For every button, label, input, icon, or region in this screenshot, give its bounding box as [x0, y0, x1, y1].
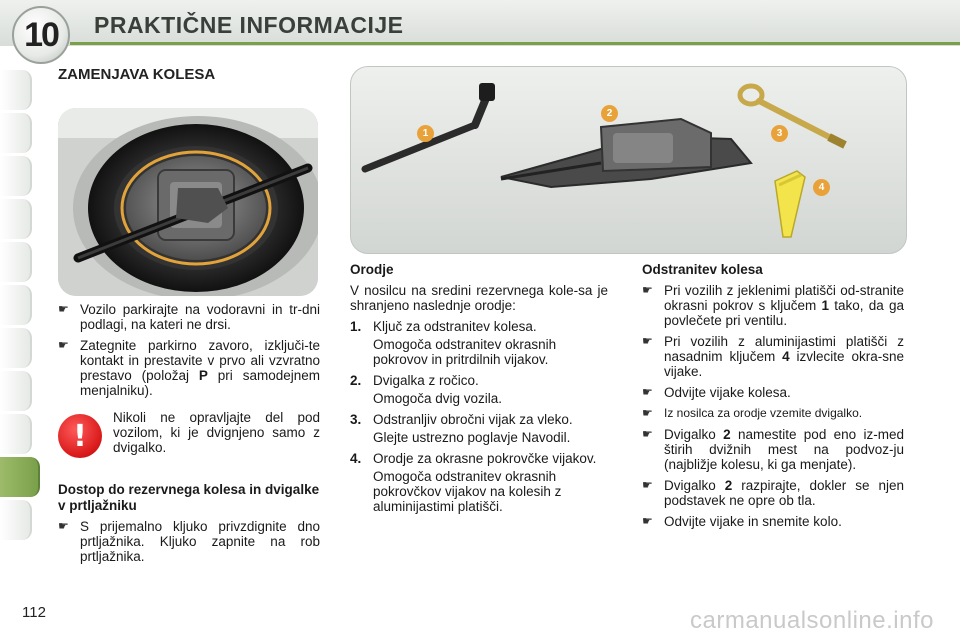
bullet-text	[664, 334, 904, 379]
chapter-tab[interactable]	[0, 500, 32, 540]
spare-wheel-photo	[58, 108, 318, 296]
chapter-number: 10	[24, 15, 58, 54]
bullet-arrow-icon: ☛	[642, 334, 653, 348]
list-item	[58, 302, 320, 332]
bullet-arrow-icon: ☛	[58, 519, 69, 533]
callout-label: 2	[606, 108, 613, 119]
chapter-number-badge	[12, 6, 70, 64]
item-title: Ključ za odstranitev kolesa.	[373, 319, 537, 334]
tools-heading: Orodje	[350, 262, 394, 277]
list-item	[350, 373, 608, 388]
tools-photo	[350, 66, 907, 254]
access-section	[58, 482, 320, 570]
bullet-text	[664, 478, 904, 508]
bullet-text	[80, 338, 320, 398]
tool-ref-number: 4	[782, 349, 790, 364]
removal-heading: Odstranitev kolesa	[642, 262, 763, 277]
bullet-text-part: Dvigalko	[664, 427, 716, 442]
bullet-text: Vozilo parkirajte na vodoravni in tr-dni podlagi, na kateri ne drsi.	[80, 302, 320, 332]
bullet-text-part: pri samodejnem menjalniku).	[80, 368, 320, 398]
list-item	[58, 519, 320, 564]
list-item	[642, 283, 904, 328]
item-desc: Omogoča odstranitev okrasnih pokrovčkov vijakov na kolesih z aluminijastimi platišči.	[373, 469, 562, 514]
list-item	[642, 514, 904, 529]
list-item	[350, 451, 608, 466]
item-desc: Omogoča dvig vozila.	[373, 391, 503, 406]
list-item	[350, 319, 608, 334]
bullet-arrow-icon: ☛	[642, 283, 653, 297]
chapter-tab[interactable]	[0, 199, 32, 239]
bullet-text: S prijemalno kljuko privzdignite dno prtljažnika. Kljuko zapnite na rob prtljažnika.	[80, 519, 320, 564]
header-rule	[70, 42, 960, 45]
bullet-arrow-icon: ☛	[642, 427, 653, 441]
chapter-tab-active[interactable]	[0, 457, 40, 497]
bullet-arrow-icon: ☛	[642, 385, 653, 399]
item-title: Odstranljiv obročni vijak za vleko.	[373, 412, 573, 427]
bullet-arrow-icon: ☛	[642, 478, 653, 492]
bullet-arrow-icon: ☛	[642, 514, 653, 528]
list-item	[58, 338, 320, 398]
bullet-text-part: Dvigalko	[664, 478, 716, 493]
item-desc: Glejte ustrezno poglavje Navodil.	[373, 430, 571, 445]
item-number: 3.	[350, 412, 362, 427]
bullet-text: Odvijte vijake kolesa.	[664, 385, 791, 400]
list-item	[642, 385, 904, 400]
list-item	[350, 412, 608, 427]
bullet-text-part: Zategnite parkirno zavoro, izključi-te kontakt in prestavite v prvo ali vzvratno prestavo (položaj	[80, 338, 320, 383]
chapter-tab[interactable]	[0, 285, 32, 325]
item-title: Orodje za okrasne pokrovčke vijakov.	[373, 451, 597, 466]
warning-box	[58, 408, 320, 472]
bullet-text-part: Pri vozilih z aluminijastimi platišči z nasadnim ključem	[664, 334, 904, 364]
list-item	[642, 478, 904, 508]
callout-label: 3	[776, 128, 783, 139]
list-item	[642, 427, 904, 472]
bullet-arrow-icon: ☛	[642, 406, 653, 420]
bullet-text-part: izvlecite okra-sne vijake.	[664, 349, 904, 379]
bullet-text: Odvijte vijake in snemite kolo.	[664, 514, 842, 529]
tools-section	[350, 262, 608, 520]
warning-icon: !	[58, 414, 102, 458]
page-number: 112	[22, 604, 46, 621]
chapter-tab[interactable]	[0, 113, 32, 153]
bullet-arrow-icon: ☛	[58, 338, 69, 352]
chapter-tab[interactable]	[0, 156, 32, 196]
chapter-tab[interactable]	[0, 328, 32, 368]
chapter-tab[interactable]	[0, 242, 32, 282]
callout-label: 4	[818, 182, 825, 193]
warning-text: Nikoli ne opravljajte del pod vozilom, ki je dvignjeno samo z dvigalko.	[113, 410, 320, 455]
item-number: 2.	[350, 373, 362, 388]
chapter-tab[interactable]	[0, 70, 32, 110]
callout-1	[417, 125, 434, 142]
chapter-tab[interactable]	[0, 414, 32, 454]
tool-ref-number: 2	[723, 427, 731, 442]
watermark: carmanualsonline.info	[690, 607, 934, 634]
tools-illustration	[351, 67, 906, 253]
spare-wheel-illustration	[58, 108, 318, 296]
bullet-text	[664, 283, 904, 328]
bullet-text-part: tako, da ga povlečete pri ventilu.	[664, 298, 904, 328]
bullet-arrow-icon: ☛	[58, 302, 69, 316]
removal-section	[642, 262, 904, 535]
bullet-text-part: Pri vozilih z jeklenimi platišči od-stranite okrasni pokrov s ključem	[664, 283, 904, 313]
bullet-text: Iz nosilca za orodje vzemite dvigalko.	[664, 406, 863, 420]
access-heading: Dostop do rezervnega kolesa in dvigalke v prtljažniku	[58, 482, 320, 513]
callout-3	[771, 125, 788, 142]
bullet-text-part: razpirajte, dokler se njen podstavek ne opre ob tla.	[664, 478, 904, 508]
bullet-text-part: namestite pod eno iz-med štirih dvižnih mest na podvoz-ju (najbližje kolesu, ki ga menjate).	[664, 427, 904, 472]
section-title: ZAMENJAVA KOLESA	[58, 66, 216, 83]
callout-label: 1	[422, 128, 429, 139]
preparation-list	[58, 302, 320, 404]
tool-ref-number: 2	[724, 478, 733, 493]
tools-intro: V nosilcu na sredini rezervnega kole-sa je shranjeno naslednje orodje:	[350, 283, 608, 313]
tool-ref-number: 1	[821, 298, 829, 313]
item-number: 1.	[350, 319, 362, 334]
callout-4	[813, 179, 830, 196]
item-title: Dvigalka z ročico.	[373, 373, 479, 388]
bullet-text	[664, 427, 904, 472]
item-desc: Omogoča odstranitev okrasnih pokrovov in pritrdilnih vijakov.	[373, 337, 557, 367]
callout-2	[601, 105, 618, 122]
gear-position-letter: P	[198, 368, 208, 383]
list-item	[642, 406, 904, 421]
chapter-title: PRAKTIČNE INFORMACIJE	[94, 12, 404, 38]
list-item	[642, 334, 904, 379]
chapter-tabs	[0, 70, 34, 543]
chapter-tab[interactable]	[0, 371, 32, 411]
item-number: 4.	[350, 451, 362, 466]
